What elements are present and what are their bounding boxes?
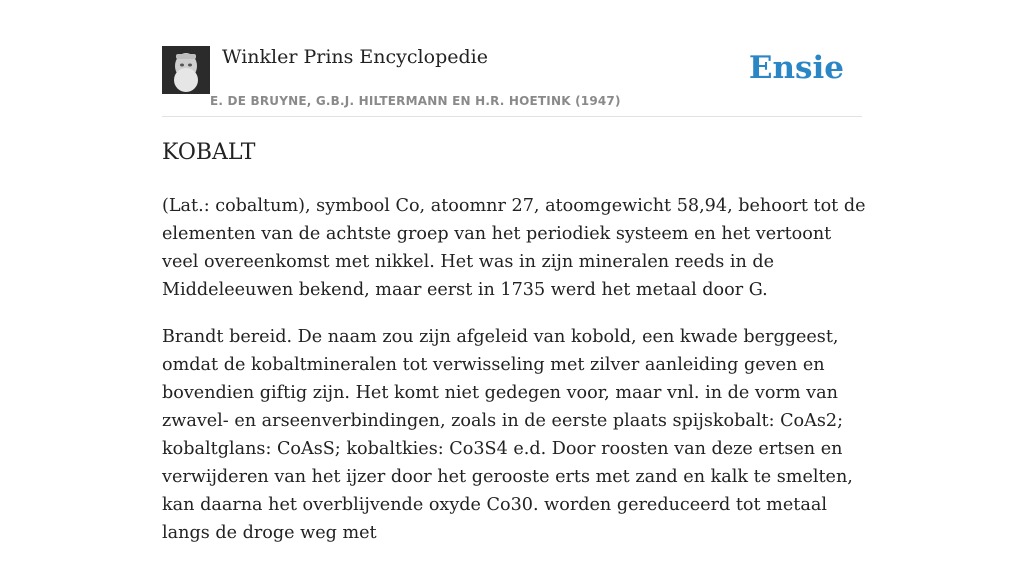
entry-body <box>162 192 866 566</box>
book-title[interactable]: Winkler Prins Encyclopedie <box>222 46 488 68</box>
portrait-icon <box>162 46 210 94</box>
brand-logo[interactable]: Ensie <box>748 50 844 86</box>
book-authors: E. DE BRUYNE, G.B.J. HILTERMANN EN H.R. HOETINK (1947) <box>210 94 621 108</box>
entry-paragraph: (Lat.: cobaltum), symbool Co, atoomnr 27, atoomgewicht 58,94, behoort tot de elementen van de achtste groep van het periodiek systeem en het vertoont veel overeenkomst met nikkel. Het was in zijn mineralen reeds in de Middeleeuwen bekend, maar eerst in 1735 werd het metaal door G. <box>162 196 866 300</box>
entry-title: KOBALT <box>162 140 256 165</box>
entry-paragraph: Brandt bereid. De naam zou zijn afgeleid van kobold, een kwade berggeest, omdat de kobaltmineralen tot verwisseling met zilver aanleiding geven en bovendien giftig zijn. Het komt niet gedegen voor, maar vnl. in de vorm van zwavel- en arseenverbindingen, zoals in de eerste plaats spijskobalt: CoAs2; kobaltglans: CoAsS; kobaltkies: Co3S4 e.d. Door roosten van deze ertsen en verwijderen van het ijzer door het gerooste erts met zand en kalk te smelten, kan daarna het overblijvende oxyde Co30. worden gereduceerd tot metaal langs de droge weg met <box>162 327 853 543</box>
author-avatar[interactable] <box>162 46 210 94</box>
header <box>162 40 862 117</box>
